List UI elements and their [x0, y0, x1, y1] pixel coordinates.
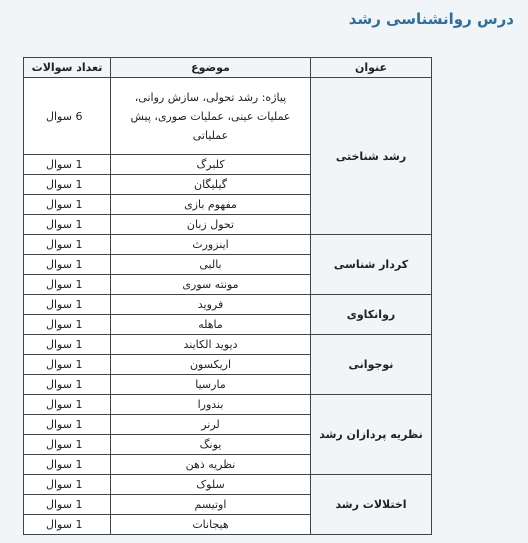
question-count: 1 سوال: [46, 318, 83, 331]
count-cell: [24, 295, 111, 315]
count-cell: [24, 455, 111, 475]
topic-cell: مفهوم بازی: [111, 195, 311, 215]
topic-cell: سلوک: [111, 475, 311, 495]
topic-cell: بالبی: [111, 255, 311, 275]
header-count: تعداد سوالات: [24, 58, 111, 78]
question-count: 1 سوال: [46, 218, 83, 231]
group-title: روانکاوی: [311, 295, 432, 335]
count-cell: [24, 235, 111, 255]
table-body: [24, 78, 432, 535]
count-cell: [24, 155, 111, 175]
count-cell: [24, 435, 111, 455]
question-count: 1 سوال: [46, 478, 83, 491]
count-cell: [24, 335, 111, 355]
table-row: [24, 335, 432, 355]
question-count: 1 سوال: [46, 398, 83, 411]
topic-cell: گیلیگان: [111, 175, 311, 195]
table-header-row: [24, 58, 432, 78]
question-count: 1 سوال: [46, 438, 83, 451]
count-cell: [24, 195, 111, 215]
topic-cell: مونته سوری: [111, 275, 311, 295]
topic-cell: کلبرگ: [111, 155, 311, 175]
header-group: عنوان: [311, 58, 432, 78]
question-count: 1 سوال: [46, 338, 83, 351]
questions-table: [23, 57, 432, 535]
question-count: 1 سوال: [46, 378, 83, 391]
table-row: [24, 395, 432, 415]
group-title: نوجوانی: [311, 335, 432, 395]
topic-cell: ماهله: [111, 315, 311, 335]
count-cell: [24, 395, 111, 415]
count-cell: [24, 275, 111, 295]
topic-cell: لرنر: [111, 415, 311, 435]
count-cell: [24, 175, 111, 195]
group-title: رشد شناختی: [311, 78, 432, 235]
question-count: 1 سوال: [46, 238, 83, 251]
question-count: 1 سوال: [46, 458, 83, 471]
table-row: [24, 235, 432, 255]
table-row: [24, 475, 432, 495]
question-count: 1 سوال: [46, 418, 83, 431]
topic-cell: مارسیا: [111, 375, 311, 395]
topic-cell: تحول زبان: [111, 215, 311, 235]
table-row: [24, 78, 432, 155]
topic-cell: اریکسون: [111, 355, 311, 375]
question-count: 1 سوال: [46, 518, 83, 531]
question-count: 1 سوال: [46, 358, 83, 371]
topic-cell: پیاژه: رشد تحولی، سازش روانی، عملیات عینی، عملیات صوری، پیش عملیاتی: [111, 78, 311, 155]
group-title: اختلالات رشد: [311, 475, 432, 535]
question-count: 6 سوال: [46, 109, 83, 123]
question-count: 1 سوال: [46, 198, 83, 211]
count-cell: [24, 215, 111, 235]
question-count: 1 سوال: [46, 258, 83, 271]
topic-cell: نظریه ذهن: [111, 455, 311, 475]
topic-cell: اوتیسم: [111, 495, 311, 515]
header-topic: موضوع: [111, 58, 311, 78]
count-cell: [24, 515, 111, 535]
topic-cell: اینزورث: [111, 235, 311, 255]
topic-cell: فروید: [111, 295, 311, 315]
topic-cell: بندورا: [111, 395, 311, 415]
table-row: [24, 295, 432, 315]
count-cell: [24, 475, 111, 495]
count-cell: [24, 255, 111, 275]
count-cell: [24, 415, 111, 435]
question-count: 1 سوال: [46, 158, 83, 171]
topic-cell: هیجانات: [111, 515, 311, 535]
count-cell: [24, 375, 111, 395]
question-count: 1 سوال: [46, 278, 83, 291]
page-title: درس روانشناسی رشد: [348, 10, 514, 28]
group-title: نظریه پردازان رشد: [311, 395, 432, 475]
question-count: 1 سوال: [46, 298, 83, 311]
topic-cell: یونگ: [111, 435, 311, 455]
group-title: کردار شناسی: [311, 235, 432, 295]
count-cell: [24, 315, 111, 335]
count-cell: [24, 495, 111, 515]
question-count: 1 سوال: [46, 498, 83, 511]
topic-cell: دیوید الکایند: [111, 335, 311, 355]
count-cell: [24, 78, 111, 155]
question-count: 1 سوال: [46, 178, 83, 191]
count-cell: [24, 355, 111, 375]
